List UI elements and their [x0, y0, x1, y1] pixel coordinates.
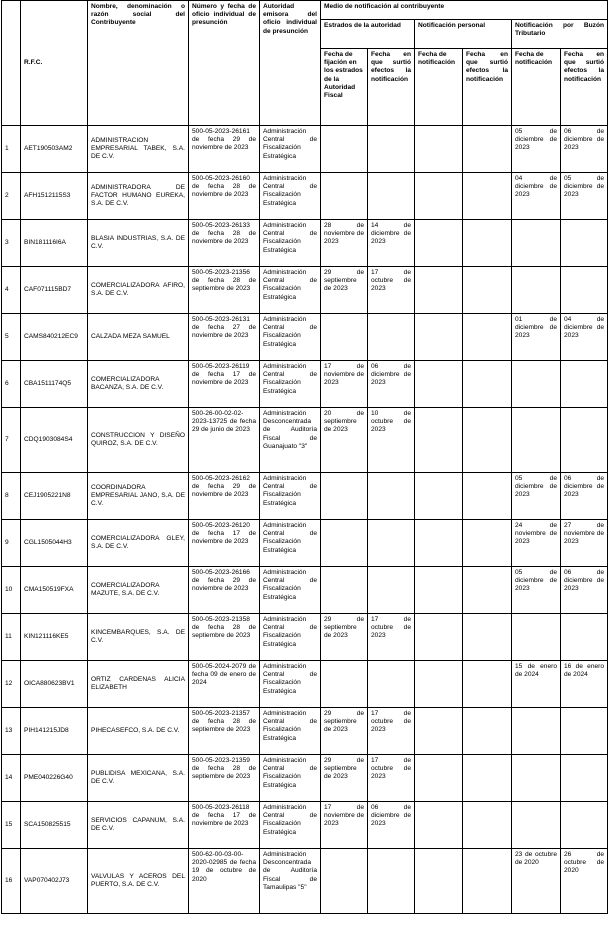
cell-personal-efectos — [463, 220, 512, 267]
row-index: 10 — [2, 567, 21, 614]
cell-estrados-fijacion — [321, 849, 368, 914]
cell-estrados-efectos — [368, 314, 415, 361]
header-personal-efectos: Fecha en que surtió efectos la notificación — [463, 49, 512, 126]
cell-estrados-efectos: 17 de octubre de 2023 — [368, 708, 415, 755]
cell-name: COMERCIALIZADORA AFIRO, S.A. DE C.V. — [88, 267, 189, 314]
cell-buzon-fecha — [512, 408, 561, 473]
cell-name: SERVICIOS CAPANUM, S.A. DE C.V. — [88, 802, 189, 849]
cell-estrados-efectos: 17 de octubre de 2023 — [368, 755, 415, 802]
cell-name: PUBLIDISA MEXICANA, S.A. DE C.V. — [88, 755, 189, 802]
cell-name: BLASIA INDUSTRIAS, S.A. DE C.V. — [88, 220, 189, 267]
cell-buzon-efectos — [561, 408, 608, 473]
cell-name: CONSTRUCCION Y DISEÑO QUIROZ, S.A. DE C.V. — [88, 408, 189, 473]
cell-personal-efectos — [463, 708, 512, 755]
cell-buzon-efectos — [561, 614, 608, 661]
cell-personal-efectos — [463, 567, 512, 614]
cell-personal-efectos — [463, 173, 512, 220]
taxpayer-notification-table — [1, 0, 608, 914]
row-index: 14 — [2, 755, 21, 802]
row-index: 2 — [2, 173, 21, 220]
cell-oficio: 500-05-2023-21358 de fecha 28 de septiembre de 2023 — [189, 614, 260, 661]
cell-personal-fecha — [415, 314, 463, 361]
cell-rfc: AFH1512115S3 — [21, 173, 88, 220]
header-personal: Notificación personal — [415, 20, 512, 49]
table-row — [2, 173, 608, 220]
header-name: Nombre, denominación o razón social del Contribuyente — [88, 1, 189, 126]
cell-personal-efectos — [463, 473, 512, 520]
cell-authority: Administración Central de Fiscalización Estratégica — [260, 661, 321, 708]
row-index: 1 — [2, 126, 21, 173]
cell-buzon-fecha — [512, 220, 561, 267]
cell-buzon-efectos: 04 de diciembre de 2023 — [561, 314, 608, 361]
cell-estrados-efectos: 14 de diciembre de 2023 — [368, 220, 415, 267]
cell-personal-fecha — [415, 755, 463, 802]
cell-estrados-fijacion: 29 de septiembre de 2023 — [321, 267, 368, 314]
table-row — [2, 408, 608, 473]
cell-estrados-fijacion: 29 de septiembre de 2023 — [321, 708, 368, 755]
cell-buzon-fecha: 04 de diciembre de 2023 — [512, 173, 561, 220]
cell-estrados-fijacion — [321, 661, 368, 708]
cell-personal-efectos — [463, 802, 512, 849]
cell-buzon-fecha: 05 de diciembre de 2023 — [512, 473, 561, 520]
cell-oficio: 500-05-2023-21356 de fecha 28 de septiembre de 2023 — [189, 267, 260, 314]
header-oficio-number: Número y fecha de oficio individual de presunción — [189, 1, 260, 126]
table-row — [2, 755, 608, 802]
table-row — [2, 220, 608, 267]
table-row — [2, 802, 608, 849]
cell-buzon-fecha — [512, 708, 561, 755]
cell-estrados-fijacion — [321, 314, 368, 361]
cell-oficio: 500-05-2023-26160 de fecha 28 de noviembre de 2023 — [189, 173, 260, 220]
cell-name: COMERCIALIZADORA GLEY, S.A. DE C.V. — [88, 520, 189, 567]
cell-estrados-fijacion — [321, 126, 368, 173]
cell-oficio: 500-05-2023-21359 de fecha 28 de septiembre de 2023 — [189, 755, 260, 802]
cell-authority: Administración Central de Fiscalización Estratégica — [260, 361, 321, 408]
cell-rfc: BIN181116I6A — [21, 220, 88, 267]
cell-authority: Administración Central de Fiscalización Estratégica — [260, 755, 321, 802]
cell-oficio: 500-05-2023-26120 de fecha 17 de noviembre de 2023 — [189, 520, 260, 567]
cell-name: COMERCIALIZADORA BACANZA, S.A. DE C.V. — [88, 361, 189, 408]
cell-authority: Administración Desconcentrada de Auditoría Fiscal de Tamaulipas "5" — [260, 849, 321, 914]
row-index: 9 — [2, 520, 21, 567]
cell-personal-fecha — [415, 473, 463, 520]
cell-oficio: 500-05-2023-21357 de fecha 28 de septiembre de 2023 — [189, 708, 260, 755]
cell-personal-efectos — [463, 614, 512, 661]
cell-rfc: CDQ1903084S4 — [21, 408, 88, 473]
cell-buzon-efectos — [561, 802, 608, 849]
cell-name: CALZADA MEZA SAMUEL — [88, 314, 189, 361]
row-index: 4 — [2, 267, 21, 314]
cell-rfc: CAF071115BD7 — [21, 267, 88, 314]
row-index: 16 — [2, 849, 21, 914]
cell-estrados-efectos — [368, 567, 415, 614]
header-buzon: Notificación por Buzón Tributario — [512, 20, 608, 49]
cell-buzon-fecha: 24 de noviembre de 2023 — [512, 520, 561, 567]
cell-personal-efectos — [463, 126, 512, 173]
cell-buzon-efectos — [561, 361, 608, 408]
cell-personal-fecha — [415, 173, 463, 220]
cell-name: KINCEMBARQUES, S.A. DE C.V. — [88, 614, 189, 661]
row-index: 6 — [2, 361, 21, 408]
cell-personal-efectos — [463, 755, 512, 802]
cell-personal-fecha — [415, 267, 463, 314]
table-row — [2, 473, 608, 520]
cell-estrados-efectos: 10 de octubre de 2023 — [368, 408, 415, 473]
cell-personal-fecha — [415, 520, 463, 567]
cell-authority: Administración Central de Fiscalización Estratégica — [260, 567, 321, 614]
table-row — [2, 520, 608, 567]
row-index: 11 — [2, 614, 21, 661]
header-personal-fecha: Fecha de notificación — [415, 49, 463, 126]
cell-estrados-fijacion: 29 de septiembre de 2023 — [321, 755, 368, 802]
cell-personal-fecha — [415, 802, 463, 849]
cell-buzon-efectos: 16 de enero de 2024 — [561, 661, 608, 708]
cell-personal-efectos — [463, 408, 512, 473]
cell-personal-efectos — [463, 661, 512, 708]
cell-oficio: 500-05-2023-26118 de fecha 17 de noviembre de 2023 — [189, 802, 260, 849]
cell-authority: Administración Central de Fiscalización Estratégica — [260, 126, 321, 173]
cell-rfc: SCA150825515 — [21, 802, 88, 849]
cell-authority: Administración Central de Fiscalización Estratégica — [260, 473, 321, 520]
cell-estrados-fijacion: 20 de septiembre de 2023 — [321, 408, 368, 473]
cell-rfc: CAMS840212EC9 — [21, 314, 88, 361]
cell-oficio: 500-05-2023-26119 de fecha 17 de noviembre de 2023 — [189, 361, 260, 408]
cell-oficio: 500-62-00-03-00-2020-02985 de fecha 19 de octubre de 2020 — [189, 849, 260, 914]
cell-oficio: 500-05-2023-26162 de fecha 29 de noviembre de 2023 — [189, 473, 260, 520]
header-buzon-fecha: Fecha de notificación — [512, 49, 561, 126]
cell-buzon-fecha: 15 de enero de 2024 — [512, 661, 561, 708]
row-index: 5 — [2, 314, 21, 361]
cell-estrados-fijacion: 28 de noviembre de 2023 — [321, 220, 368, 267]
cell-oficio: 500-05-2024-2079 de fecha 09 de enero de 2024 — [189, 661, 260, 708]
cell-estrados-efectos — [368, 173, 415, 220]
cell-estrados-fijacion: 17 de noviembre de 2023 — [321, 361, 368, 408]
table-row — [2, 314, 608, 361]
cell-personal-efectos — [463, 361, 512, 408]
cell-estrados-efectos — [368, 126, 415, 173]
table-row — [2, 849, 608, 914]
cell-buzon-efectos: 06 de diciembre de 2023 — [561, 567, 608, 614]
cell-authority: Administración Central de Fiscalización Estratégica — [260, 267, 321, 314]
cell-personal-efectos — [463, 849, 512, 914]
cell-oficio: 500-05-2023-26166 de fecha 29 de noviembre de 2023 — [189, 567, 260, 614]
cell-rfc: OICA880623BV1 — [21, 661, 88, 708]
cell-estrados-efectos: 17 de octubre de 2023 — [368, 614, 415, 661]
cell-personal-fecha — [415, 849, 463, 914]
cell-authority: Administración Central de Fiscalización Estratégica — [260, 520, 321, 567]
cell-rfc: CBA1511174Q5 — [21, 361, 88, 408]
cell-rfc: CEJ1905221N8 — [21, 473, 88, 520]
cell-oficio: 500-26-00-02-02-2023-13725 de fecha 29 de junio de 2023 — [189, 408, 260, 473]
cell-rfc: PME040226G40 — [21, 755, 88, 802]
cell-buzon-fecha — [512, 267, 561, 314]
cell-estrados-fijacion: 17 de noviembre de 2023 — [321, 802, 368, 849]
table-row — [2, 708, 608, 755]
cell-buzon-efectos: 26 de octubre de 2020 — [561, 849, 608, 914]
table-row — [2, 361, 608, 408]
cell-authority: Administración Central de Fiscalización Estratégica — [260, 173, 321, 220]
cell-buzon-fecha: 05 de diciembre de 2023 — [512, 126, 561, 173]
row-index: 13 — [2, 708, 21, 755]
cell-name: PIHECASEFCO, S.A. DE C.V. — [88, 708, 189, 755]
cell-personal-efectos — [463, 267, 512, 314]
header-estrados-efectos: Fecha en que surtió efectos la notificación — [368, 49, 415, 126]
cell-buzon-efectos — [561, 267, 608, 314]
cell-personal-fecha — [415, 126, 463, 173]
cell-estrados-efectos: 06 de diciembre de 2023 — [368, 802, 415, 849]
table-row — [2, 614, 608, 661]
cell-oficio: 500-05-2023-26161 de fecha 29 de noviembre de 2023 — [189, 126, 260, 173]
cell-authority: Administración Central de Fiscalización Estratégica — [260, 614, 321, 661]
cell-buzon-fecha: 01 de diciembre de 2023 — [512, 314, 561, 361]
header-rfc: R.F.C. — [21, 1, 88, 126]
cell-buzon-fecha — [512, 755, 561, 802]
row-index: 3 — [2, 220, 21, 267]
cell-estrados-fijacion: 29 de septiembre de 2023 — [321, 614, 368, 661]
cell-name: COORDINADORA EMPRESARIAL JANO, S.A. DE C.V. — [88, 473, 189, 520]
cell-buzon-efectos — [561, 708, 608, 755]
cell-name: COMERCIALIZADORA MAZUTE, S.A. DE C.V. — [88, 567, 189, 614]
row-index: 8 — [2, 473, 21, 520]
cell-personal-fecha — [415, 361, 463, 408]
cell-buzon-fecha: 05 de diciembre de 2023 — [512, 567, 561, 614]
cell-personal-efectos — [463, 314, 512, 361]
cell-oficio: 500-05-2023-26133 de fecha 28 de noviembre de 2023 — [189, 220, 260, 267]
cell-estrados-efectos — [368, 520, 415, 567]
header-estrados: Estrados de la autoridad — [321, 20, 415, 49]
cell-estrados-efectos: 17 de octubre de 2023 — [368, 267, 415, 314]
cell-estrados-fijacion — [321, 173, 368, 220]
cell-authority: Administración Central de Fiscalización Estratégica — [260, 708, 321, 755]
table-row — [2, 661, 608, 708]
cell-rfc: AET190503AM2 — [21, 126, 88, 173]
row-index: 15 — [2, 802, 21, 849]
cell-personal-fecha — [415, 614, 463, 661]
cell-buzon-efectos: 05 de diciembre de 2023 — [561, 173, 608, 220]
cell-personal-fecha — [415, 567, 463, 614]
cell-buzon-fecha — [512, 614, 561, 661]
cell-personal-fecha — [415, 408, 463, 473]
table-row — [2, 126, 608, 173]
cell-buzon-efectos — [561, 220, 608, 267]
cell-personal-efectos — [463, 520, 512, 567]
cell-buzon-efectos — [561, 755, 608, 802]
table-row — [2, 267, 608, 314]
cell-rfc: CGL1505044H3 — [21, 520, 88, 567]
cell-authority: Administración Central de Fiscalización Estratégica — [260, 314, 321, 361]
cell-rfc: PIH141215JD8 — [21, 708, 88, 755]
cell-name: ADMINISTRACION EMPRESARIAL TABEK, S.A. DE C.V. — [88, 126, 189, 173]
cell-name: ORTIZ CARDENAS ALICIA ELIZABETH — [88, 661, 189, 708]
cell-buzon-efectos: 06 de diciembre de 2023 — [561, 473, 608, 520]
cell-estrados-fijacion — [321, 520, 368, 567]
cell-estrados-efectos — [368, 849, 415, 914]
cell-authority: Administración Central de Fiscalización Estratégica — [260, 802, 321, 849]
cell-buzon-fecha — [512, 802, 561, 849]
cell-authority: Administración Desconcentrada de Auditoría Fiscal de Guanajuato "3" — [260, 408, 321, 473]
cell-oficio: 500-05-2023-26131 de fecha 27 de noviembre de 2023 — [189, 314, 260, 361]
cell-buzon-fecha — [512, 361, 561, 408]
cell-estrados-efectos: 06 de diciembre de 2023 — [368, 361, 415, 408]
header-authority: Autoridad emisora del oficio individual de presunción — [260, 1, 321, 126]
cell-estrados-efectos — [368, 473, 415, 520]
cell-estrados-fijacion — [321, 473, 368, 520]
cell-rfc: VAP070402J73 — [21, 849, 88, 914]
cell-rfc: KIN121116KE5 — [21, 614, 88, 661]
cell-authority: Administración Central de Fiscalización Estratégica — [260, 220, 321, 267]
cell-name: ADMINISTRADORA DE FACTOR HUMANO EUREKA, S.A. DE C.V. — [88, 173, 189, 220]
cell-buzon-efectos: 06 de diciembre de 2023 — [561, 126, 608, 173]
cell-personal-fecha — [415, 220, 463, 267]
header-estrados-fijacion: Fecha de fijación en los estrados de la Autoridad Fiscal — [321, 49, 368, 126]
header-buzon-efectos: Fecha en que surtió efectos la notificación — [561, 49, 608, 126]
cell-buzon-fecha: 23 de octubre de 2020 — [512, 849, 561, 914]
cell-personal-fecha — [415, 661, 463, 708]
row-index: 12 — [2, 661, 21, 708]
row-index: 7 — [2, 408, 21, 473]
cell-estrados-efectos — [368, 661, 415, 708]
header-index — [2, 1, 21, 126]
table-row — [2, 567, 608, 614]
cell-estrados-fijacion — [321, 567, 368, 614]
cell-personal-fecha — [415, 708, 463, 755]
cell-rfc: CMA150519FXA — [21, 567, 88, 614]
cell-name: VALVULAS Y ACEROS DEL PUERTO, S.A. DE C.V. — [88, 849, 189, 914]
header-notification-medium: Medio de notificación al contribuyente — [321, 1, 608, 20]
cell-buzon-efectos: 27 de noviembre de 2023 — [561, 520, 608, 567]
